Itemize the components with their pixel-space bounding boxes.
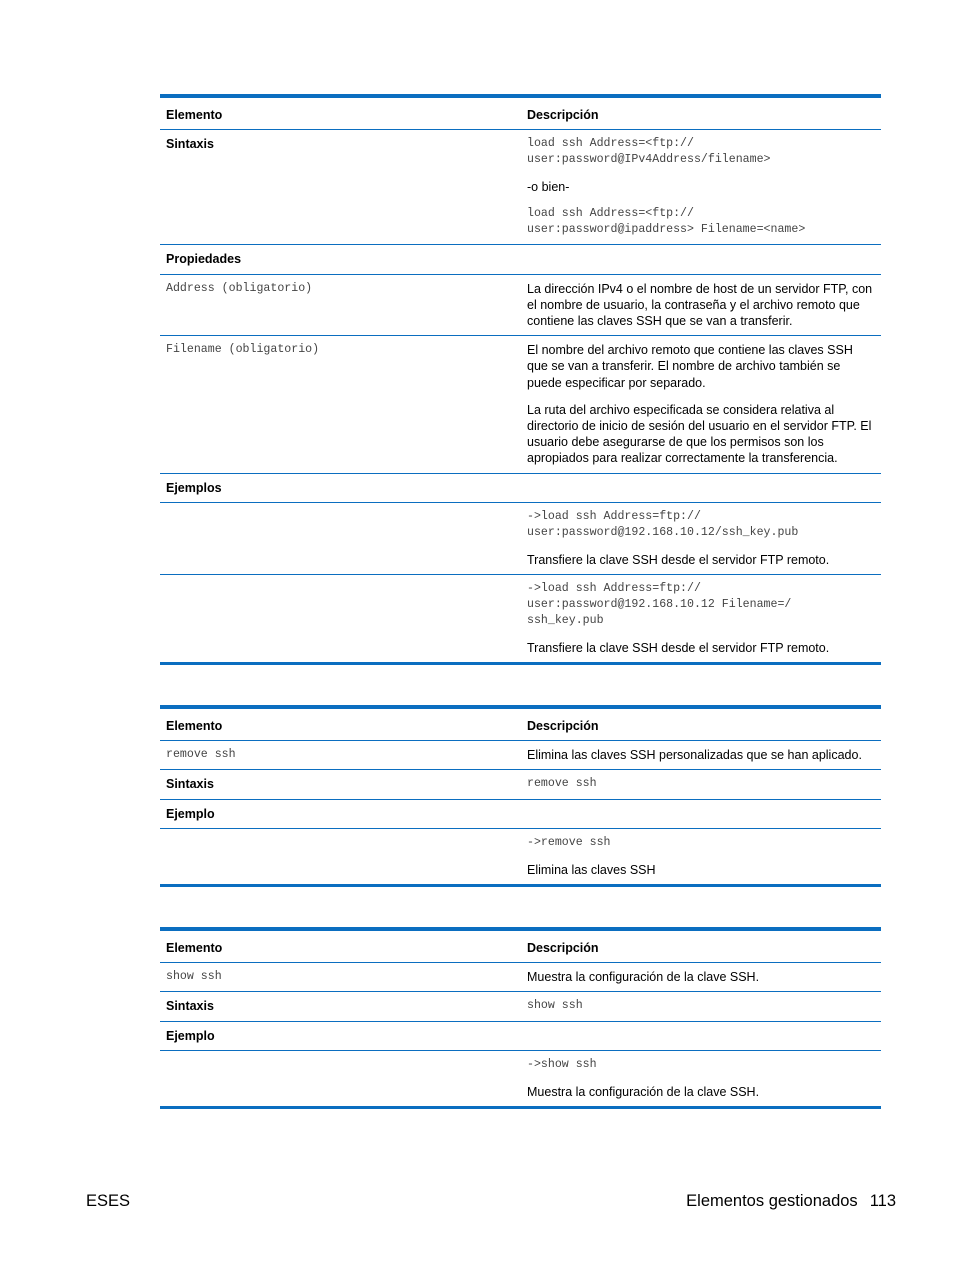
- element-description: Elimina las claves SSH personalizadas que se han aplicado.: [521, 741, 881, 770]
- example-label: Ejemplo: [160, 799, 521, 828]
- example-description: Elimina las claves SSH: [527, 862, 656, 877]
- example-label: Ejemplo: [160, 1021, 521, 1050]
- header-elemento: Elemento: [160, 707, 521, 741]
- table-row-example-2: [160, 575, 881, 664]
- table-row-examples: [160, 473, 881, 502]
- table-row-example-1: [160, 502, 881, 574]
- table-row-properties: [160, 245, 881, 274]
- header-descripcion: Descripción: [521, 707, 881, 741]
- example-2-description: Transfiere la clave SSH desde el servidor FTP remoto.: [527, 641, 830, 656]
- example-1-description: Transfiere la clave SSH desde el servidor FTP remoto.: [527, 552, 830, 567]
- filename-property: Filename (obligatorio): [166, 343, 320, 357]
- table-row-syntax: [160, 770, 881, 799]
- example-1-command: ->load ssh Address=ftp:// user:password@192.168.10.12/ssh_key.pub: [527, 509, 799, 539]
- table-row-syntax: [160, 992, 881, 1021]
- syntax-command-1: load ssh Address=<ftp:// user:password@IPv4Address/filename>: [527, 137, 771, 167]
- table-row-element: [160, 741, 881, 770]
- syntax-label: Sintaxis: [160, 130, 521, 245]
- example-description: Muestra la configuración de la clave SSH.: [527, 1084, 760, 1099]
- element-name: show ssh: [166, 970, 222, 984]
- table-row-syntax: [160, 130, 881, 245]
- footer-section-title: Elementos gestionados: [686, 1192, 858, 1210]
- element-name: remove ssh: [166, 748, 236, 762]
- page-number: 113: [869, 1192, 896, 1210]
- show-ssh-table: [160, 927, 881, 1109]
- examples-label: Ejemplos: [160, 473, 521, 502]
- table-row-example-label: [160, 1021, 881, 1050]
- element-description: Muestra la configuración de la clave SSH.: [521, 963, 881, 992]
- example-2-command: ->load ssh Address=ftp:// user:password@192.168.10.12 Filename=/ ssh_key.pub: [527, 582, 792, 628]
- table-row-example-label: [160, 799, 881, 828]
- header-elemento: Elemento: [160, 929, 521, 963]
- load-ssh-table: [160, 94, 881, 665]
- table-row-element: [160, 963, 881, 992]
- table-row-filename: [160, 336, 881, 473]
- syntax-label: Sintaxis: [160, 770, 521, 799]
- table-header: [160, 929, 881, 963]
- header-descripcion: Descripción: [521, 929, 881, 963]
- table-row-address: [160, 274, 881, 336]
- properties-label: Propiedades: [160, 245, 521, 274]
- example-command: ->remove ssh: [527, 835, 611, 849]
- header-elemento: Elemento: [160, 96, 521, 130]
- syntax-or-text: -o bien-: [527, 180, 570, 195]
- table-row-example: [160, 828, 881, 885]
- table-row-example: [160, 1050, 881, 1107]
- address-description: La dirección IPv4 o el nombre de host de un servidor FTP, con el nombre de usuario, la contraseña y el archivo remoto que contiene las claves SSH que se van a transferir.: [521, 274, 881, 336]
- footer-locale: ESES: [86, 1192, 131, 1210]
- remove-ssh-table: [160, 705, 881, 887]
- address-property: Address (obligatorio): [166, 281, 313, 295]
- header-descripcion: Descripción: [521, 96, 881, 130]
- table-header: [160, 96, 881, 130]
- filename-description-1: El nombre del archivo remoto que contiene las claves SSH que se van a transferir. El nombre de archivo también se puede especificar por separado.: [527, 343, 853, 390]
- footer-page-info: [686, 1191, 896, 1211]
- syntax-command: remove ssh: [527, 777, 597, 791]
- syntax-command-2: load ssh Address=<ftp:// user:password@ipaddress> Filename=<name>: [527, 207, 806, 237]
- syntax-command: show ssh: [527, 999, 583, 1013]
- example-command: ->show ssh: [527, 1057, 597, 1071]
- syntax-label: Sintaxis: [160, 992, 521, 1021]
- table-header: [160, 707, 881, 741]
- filename-description-2: La ruta del archivo especificada se considera relativa al directorio de inicio de sesión del usuario en el servidor FTP. El usuario debe asegurarse de que los permisos son los apropiados para realizar correctamente la transferencia.: [527, 402, 872, 466]
